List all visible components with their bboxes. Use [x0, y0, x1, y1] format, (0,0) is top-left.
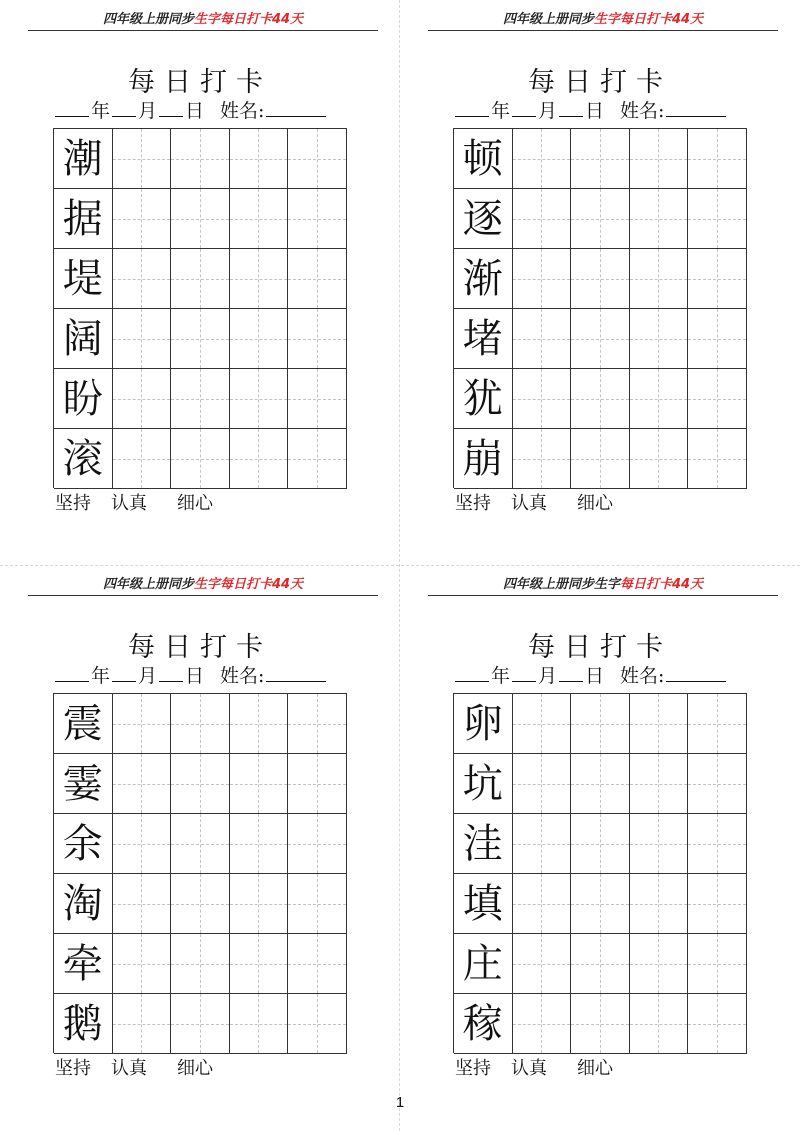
header-rule	[428, 595, 778, 596]
year-blank[interactable]	[55, 661, 89, 682]
page-number: 1	[395, 1094, 405, 1111]
day-label: 日	[185, 665, 205, 687]
model-character-cell	[54, 994, 113, 1054]
grid-row	[454, 309, 747, 369]
practice-cell[interactable]	[171, 429, 230, 489]
grid-row	[454, 874, 747, 934]
practice-cell[interactable]	[230, 994, 289, 1054]
day-label: 日	[585, 100, 605, 122]
practice-cell[interactable]	[288, 309, 347, 369]
name-blank[interactable]	[266, 661, 326, 682]
practice-cell[interactable]	[513, 429, 572, 489]
motto-attentive: 细心	[177, 1058, 213, 1079]
date-name-line	[455, 96, 755, 124]
practice-cell[interactable]	[288, 694, 347, 754]
grid-row	[54, 129, 347, 189]
model-character-cell	[54, 754, 113, 814]
practice-cell[interactable]	[630, 874, 689, 934]
practice-cell[interactable]	[571, 814, 630, 874]
practice-cell[interactable]	[230, 129, 289, 189]
grid-row	[54, 994, 347, 1054]
practice-cell[interactable]	[571, 369, 630, 429]
model-character: 淘	[62, 880, 103, 927]
model-character: 震	[62, 700, 103, 747]
practice-cell[interactable]	[230, 814, 289, 874]
model-character: 卵	[462, 700, 503, 747]
practice-cell[interactable]	[113, 874, 172, 934]
writing-grid	[453, 128, 747, 488]
model-character-cell	[454, 189, 513, 249]
name-blank[interactable]	[666, 661, 726, 682]
practice-cell[interactable]	[288, 249, 347, 309]
model-character: 洼	[462, 820, 503, 867]
practice-cell[interactable]	[630, 934, 689, 994]
model-character: 逐	[462, 195, 503, 242]
practice-cell[interactable]	[113, 694, 172, 754]
practice-cell[interactable]	[630, 754, 689, 814]
practice-cell[interactable]	[513, 814, 572, 874]
model-character: 霎	[62, 760, 103, 807]
card-header	[28, 8, 378, 27]
date-name-line	[455, 661, 755, 689]
year-blank[interactable]	[455, 661, 489, 682]
practice-cell[interactable]	[630, 309, 689, 369]
name-blank[interactable]	[266, 96, 326, 117]
practice-cell[interactable]	[688, 874, 747, 934]
model-character: 阔	[62, 315, 103, 362]
card-title: 每日打卡	[128, 632, 272, 663]
model-character-cell	[454, 754, 513, 814]
model-character: 盼	[62, 375, 103, 422]
model-character: 坑	[462, 760, 503, 807]
year-label: 年	[491, 665, 511, 687]
practice-cell[interactable]	[113, 429, 172, 489]
practice-cell[interactable]	[688, 694, 747, 754]
grid-row	[54, 934, 347, 994]
motto-line	[55, 492, 355, 516]
practice-cell[interactable]	[171, 994, 230, 1054]
practice-cell[interactable]	[571, 129, 630, 189]
practice-cell[interactable]	[230, 429, 289, 489]
practice-cell[interactable]	[630, 994, 689, 1054]
date-name-line	[55, 96, 355, 124]
practice-cell[interactable]	[688, 934, 747, 994]
card-header	[28, 573, 378, 592]
worksheet-card	[0, 0, 400, 565]
practice-cell[interactable]	[230, 694, 289, 754]
practice-cell[interactable]	[688, 309, 747, 369]
month-blank[interactable]	[112, 96, 136, 117]
practice-cell[interactable]	[171, 694, 230, 754]
month-label: 月	[538, 100, 558, 122]
practice-cell[interactable]	[113, 369, 172, 429]
day-label: 日	[185, 100, 205, 122]
practice-cell[interactable]	[688, 369, 747, 429]
header-grade-text: 四年级上册同步生字	[502, 577, 620, 592]
practice-cell[interactable]	[688, 814, 747, 874]
motto-careful: 认真	[511, 1058, 547, 1079]
motto-persist: 坚持	[55, 493, 91, 514]
model-character: 潮	[62, 135, 103, 182]
model-character-cell	[454, 249, 513, 309]
year-label: 年	[491, 100, 511, 122]
motto-persist: 坚持	[55, 1058, 91, 1079]
practice-cell[interactable]	[171, 249, 230, 309]
practice-cell[interactable]	[630, 249, 689, 309]
model-character-cell	[54, 309, 113, 369]
grid-row	[454, 129, 747, 189]
model-character: 稼	[462, 1000, 503, 1047]
month-blank[interactable]	[512, 96, 536, 117]
model-character: 堵	[462, 315, 503, 362]
writing-grid	[53, 128, 347, 488]
practice-cell[interactable]	[513, 694, 572, 754]
model-character-cell	[54, 429, 113, 489]
grid-row	[54, 814, 347, 874]
grid-row	[54, 309, 347, 369]
practice-cell[interactable]	[513, 994, 572, 1054]
header-highlight-text: 每日打卡44天	[619, 577, 704, 592]
model-character-cell	[54, 129, 113, 189]
year-label: 年	[91, 665, 111, 687]
date-name-line	[55, 661, 355, 689]
practice-cell[interactable]	[630, 429, 689, 489]
motto-attentive: 细心	[577, 493, 613, 514]
practice-cell[interactable]	[288, 129, 347, 189]
practice-cell[interactable]	[230, 369, 289, 429]
header-highlight-text: 生字每日打卡44天	[193, 577, 304, 592]
practice-cell[interactable]	[171, 874, 230, 934]
practice-cell[interactable]	[513, 934, 572, 994]
motto-persist: 坚持	[455, 493, 491, 514]
motto-line	[455, 1057, 755, 1081]
grid-row	[54, 249, 347, 309]
day-blank[interactable]	[159, 96, 183, 117]
grid-row	[54, 694, 347, 754]
model-character: 渐	[462, 255, 503, 302]
model-character: 犹	[462, 375, 503, 422]
month-label: 月	[138, 665, 158, 687]
header-grade-text: 四年级上册同步	[102, 12, 194, 27]
practice-cell[interactable]	[113, 934, 172, 994]
motto-line	[55, 1057, 355, 1081]
model-character: 鹅	[62, 1000, 103, 1047]
practice-cell[interactable]	[113, 994, 172, 1054]
practice-cell[interactable]	[513, 369, 572, 429]
model-character-cell	[454, 814, 513, 874]
practice-cell[interactable]	[230, 754, 289, 814]
motto-careful: 认真	[511, 493, 547, 514]
name-label: 姓名:	[620, 665, 665, 687]
writing-grid	[453, 693, 747, 1053]
practice-cell[interactable]	[113, 129, 172, 189]
name-blank[interactable]	[666, 96, 726, 117]
practice-cell[interactable]	[630, 369, 689, 429]
practice-cell[interactable]	[513, 249, 572, 309]
model-character-cell	[454, 129, 513, 189]
model-character-cell	[454, 934, 513, 994]
grid-row	[54, 429, 347, 489]
header-rule	[28, 595, 378, 596]
header-grade-text: 四年级上册同步	[102, 577, 194, 592]
name-label: 姓名:	[220, 665, 265, 687]
day-blank[interactable]	[559, 96, 583, 117]
practice-cell[interactable]	[630, 189, 689, 249]
model-character: 崩	[462, 435, 503, 482]
grid-row	[454, 189, 747, 249]
year-label: 年	[91, 100, 111, 122]
grid-row	[454, 369, 747, 429]
practice-cell[interactable]	[171, 814, 230, 874]
header-rule	[28, 30, 378, 31]
practice-cell[interactable]	[171, 129, 230, 189]
model-character: 顿	[462, 135, 503, 182]
practice-cell[interactable]	[571, 309, 630, 369]
practice-cell[interactable]	[571, 694, 630, 754]
year-blank[interactable]	[55, 96, 89, 117]
practice-cell[interactable]	[288, 934, 347, 994]
grid-row	[454, 249, 747, 309]
practice-cell[interactable]	[230, 249, 289, 309]
practice-cell[interactable]	[688, 129, 747, 189]
practice-cell[interactable]	[688, 994, 747, 1054]
model-character-cell	[454, 694, 513, 754]
name-label: 姓名:	[620, 100, 665, 122]
model-character: 滚	[62, 435, 103, 482]
header-highlight-text: 生字每日打卡44天	[193, 12, 304, 27]
grid-row	[454, 814, 747, 874]
header-grade-text: 四年级上册同步	[502, 12, 594, 27]
model-character-cell	[54, 694, 113, 754]
practice-cell[interactable]	[630, 129, 689, 189]
header-highlight-text: 生字每日打卡44天	[593, 12, 704, 27]
model-character-cell	[454, 309, 513, 369]
practice-cell[interactable]	[171, 189, 230, 249]
practice-cell[interactable]	[571, 874, 630, 934]
practice-cell[interactable]	[630, 814, 689, 874]
name-label: 姓名:	[220, 100, 265, 122]
day-blank[interactable]	[559, 661, 583, 682]
header-rule	[428, 30, 778, 31]
practice-cell[interactable]	[688, 249, 747, 309]
practice-cell[interactable]	[513, 189, 572, 249]
model-character-cell	[54, 189, 113, 249]
grid-row	[454, 994, 747, 1054]
practice-cell[interactable]	[288, 814, 347, 874]
card-title: 每日打卡	[528, 67, 672, 98]
practice-cell[interactable]	[288, 994, 347, 1054]
practice-cell[interactable]	[288, 874, 347, 934]
model-character-cell	[454, 994, 513, 1054]
grid-row	[54, 369, 347, 429]
model-character: 牵	[62, 940, 103, 987]
model-character-cell	[454, 874, 513, 934]
practice-cell[interactable]	[571, 249, 630, 309]
card-title: 每日打卡	[528, 632, 672, 663]
grid-row	[54, 874, 347, 934]
day-blank[interactable]	[159, 661, 183, 682]
grid-row	[454, 429, 747, 489]
practice-cell[interactable]	[571, 189, 630, 249]
practice-cell[interactable]	[571, 994, 630, 1054]
practice-cell[interactable]	[688, 429, 747, 489]
practice-cell[interactable]	[230, 309, 289, 369]
grid-row	[54, 754, 347, 814]
model-character-cell	[54, 369, 113, 429]
grid-row	[454, 694, 747, 754]
grid-row	[454, 934, 747, 994]
worksheet-card	[400, 0, 800, 565]
practice-cell[interactable]	[230, 874, 289, 934]
model-character-cell	[54, 249, 113, 309]
practice-cell[interactable]	[113, 754, 172, 814]
practice-cell[interactable]	[171, 369, 230, 429]
practice-cell[interactable]	[171, 754, 230, 814]
model-character-cell	[454, 369, 513, 429]
motto-careful: 认真	[111, 1058, 147, 1079]
month-blank[interactable]	[112, 661, 136, 682]
practice-cell[interactable]	[630, 694, 689, 754]
practice-cell[interactable]	[513, 129, 572, 189]
card-header	[428, 8, 778, 27]
practice-cell[interactable]	[513, 309, 572, 369]
practice-cell[interactable]	[513, 874, 572, 934]
practice-cell[interactable]	[513, 754, 572, 814]
model-character-cell	[54, 874, 113, 934]
practice-cell[interactable]	[230, 934, 289, 994]
practice-cell[interactable]	[571, 934, 630, 994]
model-character: 填	[462, 880, 503, 927]
month-label: 月	[538, 665, 558, 687]
model-character-cell	[54, 814, 113, 874]
grid-row	[54, 189, 347, 249]
practice-cell[interactable]	[113, 814, 172, 874]
year-blank[interactable]	[455, 96, 489, 117]
card-title: 每日打卡	[128, 67, 272, 98]
grid-row	[454, 754, 747, 814]
model-character: 据	[62, 195, 103, 242]
month-blank[interactable]	[512, 661, 536, 682]
writing-grid	[53, 693, 347, 1053]
motto-careful: 认真	[111, 493, 147, 514]
motto-attentive: 细心	[577, 1058, 613, 1079]
worksheet-card	[0, 565, 400, 1130]
model-character-cell	[454, 429, 513, 489]
model-character: 庄	[462, 940, 503, 987]
practice-cell[interactable]	[113, 189, 172, 249]
practice-cell[interactable]	[288, 429, 347, 489]
practice-cell[interactable]	[288, 189, 347, 249]
practice-cell[interactable]	[571, 429, 630, 489]
model-character-cell	[54, 934, 113, 994]
practice-cell[interactable]	[288, 369, 347, 429]
motto-line	[455, 492, 755, 516]
motto-attentive: 细心	[177, 493, 213, 514]
model-character: 堤	[62, 255, 103, 302]
motto-persist: 坚持	[455, 1058, 491, 1079]
practice-cell[interactable]	[171, 309, 230, 369]
practice-cell[interactable]	[688, 189, 747, 249]
practice-cell[interactable]	[113, 249, 172, 309]
day-label: 日	[585, 665, 605, 687]
practice-cell[interactable]	[230, 189, 289, 249]
practice-cell[interactable]	[688, 754, 747, 814]
practice-cell[interactable]	[571, 754, 630, 814]
practice-cell[interactable]	[171, 934, 230, 994]
practice-cell[interactable]	[113, 309, 172, 369]
practice-cell[interactable]	[288, 754, 347, 814]
month-label: 月	[138, 100, 158, 122]
worksheet-card	[400, 565, 800, 1130]
card-header	[428, 573, 778, 592]
model-character: 余	[62, 820, 103, 867]
